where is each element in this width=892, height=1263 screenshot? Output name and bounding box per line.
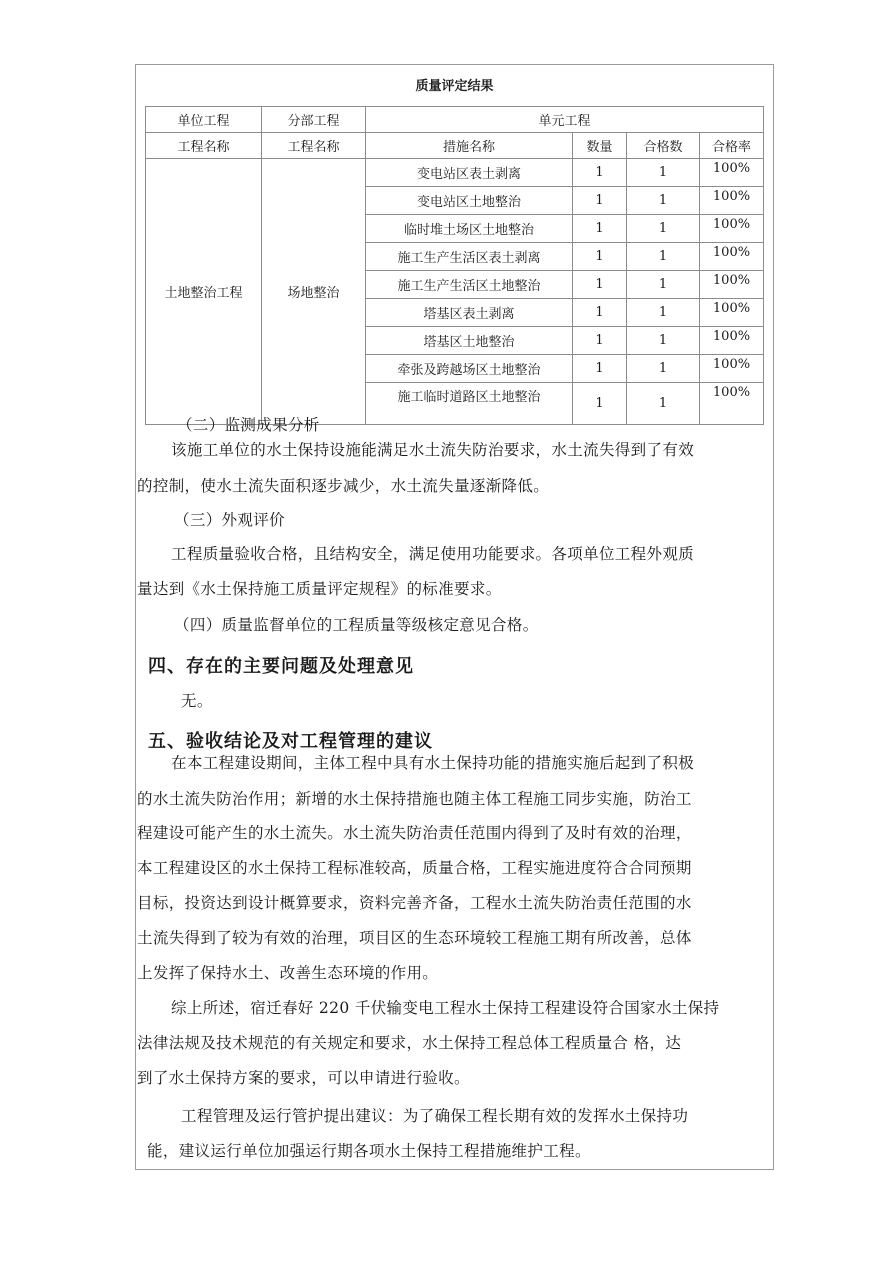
rate-cell: 100% (700, 159, 764, 187)
quantity-cell: 1 (573, 243, 627, 271)
part4-title: 四、存在的主要问题及处理意见 (148, 656, 414, 677)
paragraph-line: 综上所述，宿迁春好 220 千伏输变电工程水土保持工程建设符合国家水土保持 (171, 999, 720, 1017)
header-quantity: 数量 (573, 133, 627, 159)
rate-cell: 100% (700, 187, 764, 215)
quantity-cell: 1 (573, 187, 627, 215)
paragraph-line: 土流失得到了较为有效的治理，项目区的生态环境较工程施工期有所改善，总体 (137, 929, 692, 947)
paragraph-line: 上发挥了保持水土、改善生态环境的作用。 (137, 964, 439, 982)
rate-cell: 100% (700, 299, 764, 327)
paragraph-line: 目标，投资达到设计概算要求，资料完善齐备，工程水土流失防治责任范围的水 (137, 894, 692, 912)
paragraph-line: 本工程建设区的水土保持工程标准较高，质量合格，工程实施进度符合合同预期 (137, 859, 692, 877)
measure-cell: 临时堆土场区土地整治 (366, 215, 573, 243)
header-division-project: 分部工程 (262, 107, 366, 133)
qualified-cell: 1 (627, 271, 700, 299)
measure-cell: 变电站区表土剥离 (366, 159, 573, 187)
paragraph-line: 的控制，使水土流失面积逐步减少，水土流失量逐渐降低。 (137, 477, 550, 495)
part4-body: 无。 (181, 692, 213, 710)
paragraph-line: 到了水土保持方案的要求，可以申请进行验收。 (137, 1069, 470, 1087)
rate-cell: 100% (700, 215, 764, 243)
paragraph-line: 量达到《水土保持施工质量评定规程》的标准要求。 (137, 580, 502, 598)
quantity-cell: 1 (573, 271, 627, 299)
measure-cell: 变电站区土地整治 (366, 187, 573, 215)
header-unit-name: 工程名称 (146, 133, 262, 159)
quantity-cell: 1 (573, 383, 627, 425)
paragraph-line: 的水土流失防治作用；新增的水土保持措施也随主体工程施工同步实施，防治工 (137, 790, 692, 808)
qualified-cell: 1 (627, 243, 700, 271)
paragraph-line: 能，建议运行单位加强运行期各项水土保持工程措施维护工程。 (147, 1142, 591, 1160)
measure-cell: 塔基区表土剥离 (366, 299, 573, 327)
paragraph-line: 工程质量验收合格，且结构安全，满足使用功能要求。各项单位工程外观质 (171, 545, 695, 563)
qualified-cell: 1 (627, 327, 700, 355)
quantity-cell: 1 (573, 299, 627, 327)
measure-cell: 牵张及跨越场区土地整治 (366, 355, 573, 383)
qualified-cell: 1 (627, 299, 700, 327)
rate-cell: 100% (700, 271, 764, 299)
header-element-project: 单元工程 (366, 107, 764, 133)
quantity-cell: 1 (573, 355, 627, 383)
header-qualified-count: 合格数 (627, 133, 700, 159)
paragraph-line: 在本工程建设期间，主体工程中具有水土保持功能的措施实施后起到了积极 (171, 754, 695, 772)
table-row (146, 159, 764, 187)
qualified-cell: 1 (627, 159, 700, 187)
table-header-row-2 (146, 133, 764, 159)
paragraph-line: 法律法规及技术规范的有关规定和要求，水土保持工程总体工程质量合 格，达 (137, 1034, 682, 1052)
quantity-cell: 1 (573, 215, 627, 243)
quantity-cell: 1 (573, 327, 627, 355)
unit-name-cell: 土地整治工程 (146, 159, 262, 425)
qualified-cell: 1 (627, 383, 700, 425)
part5-title: 五、验收结论及对工程管理的建议 (148, 731, 433, 752)
table-header-row-1 (146, 107, 764, 133)
rate-cell: 100% (700, 243, 764, 271)
rate-cell: 100% (700, 355, 764, 383)
header-division-name: 工程名称 (262, 133, 366, 159)
qualified-cell: 1 (627, 187, 700, 215)
rate-cell: 100% (700, 383, 764, 425)
measure-cell: 施工生产生活区表土剥离 (366, 243, 573, 271)
division-name-cell: 场地整治 (262, 159, 366, 425)
paragraph-line: 工程管理及运行管护提出建议：为了确保工程长期有效的发挥水土保持功 (181, 1107, 689, 1125)
measure-cell: 施工生产生活区土地整治 (366, 271, 573, 299)
section-heading-appearance: （三）外观评价 (174, 511, 285, 529)
paragraph-line: 该施工单位的水土保持设施能满足水土流失防治要求，水土流失得到了有效 (171, 441, 695, 459)
qualified-cell: 1 (627, 215, 700, 243)
quantity-cell: 1 (573, 159, 627, 187)
measure-cell: 施工临时道路区土地整治 (366, 383, 573, 425)
measure-cell: 塔基区土地整治 (366, 327, 573, 355)
header-measure-name: 措施名称 (366, 133, 573, 159)
section-heading-monitoring: （二）监测成果分析 (177, 416, 320, 434)
table-caption: 质量评定结果 (415, 79, 494, 94)
quality-assessment-table (145, 106, 764, 425)
qualified-cell: 1 (627, 355, 700, 383)
section-heading-supervision: （四）质量监督单位的工程质量等级核定意见合格。 (174, 616, 539, 634)
header-unit-project: 单位工程 (146, 107, 262, 133)
paragraph-line: 程建设可能产生的水土流失。水土流失防治责任范围内得到了及时有效的治理， (137, 824, 692, 842)
header-pass-rate: 合格率 (700, 133, 764, 159)
rate-cell: 100% (700, 327, 764, 355)
